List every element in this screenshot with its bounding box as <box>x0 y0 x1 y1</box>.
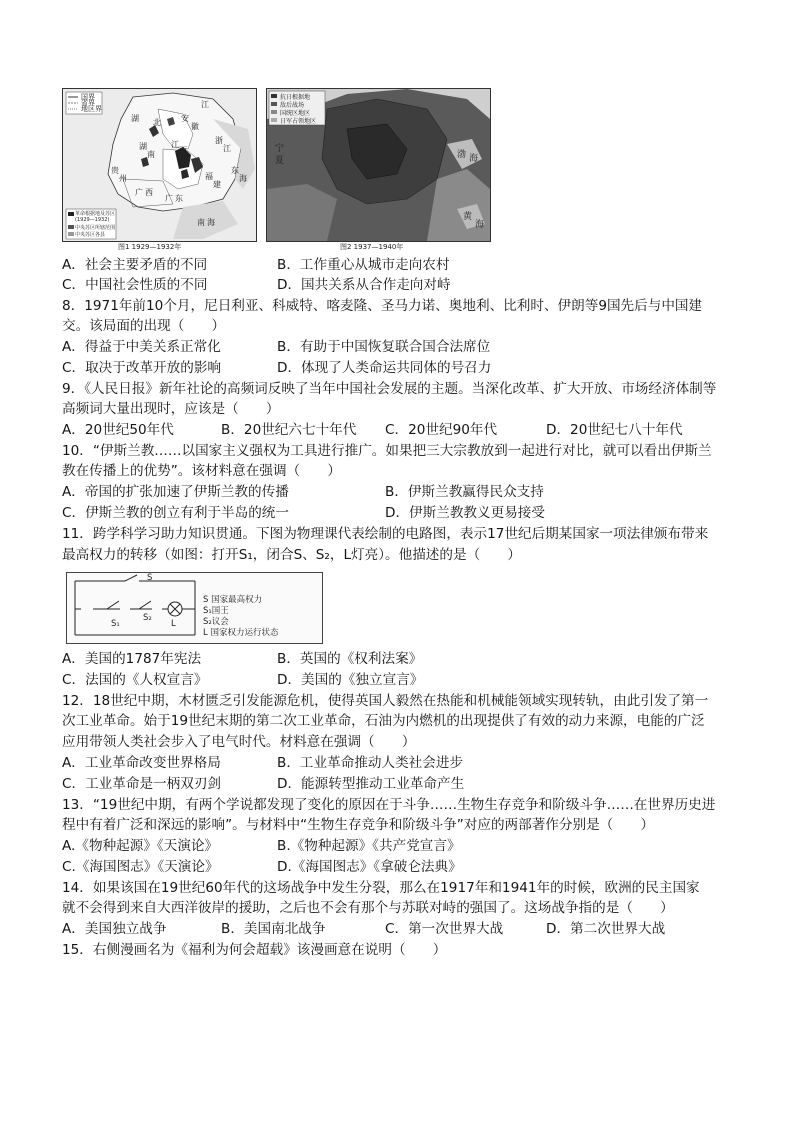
q9-option-a: A．20世纪50年代 <box>62 422 174 438</box>
map1-label: 徽 <box>191 122 199 131</box>
map1-label: 南 <box>197 218 205 227</box>
map-1929-1932 <box>62 88 257 242</box>
map2-legend-3: 日军占领地区 <box>280 118 317 125</box>
q13-option-b: B.《物种起源》《共产党宣言》 <box>277 838 461 854</box>
circuit-label-s: S <box>147 573 153 583</box>
q8-option-b: B．有助于中国恢复联合国合法席位 <box>277 339 491 355</box>
q11-option-d: D．美国的《独立宣言》 <box>277 672 424 688</box>
map2-label: 夏 <box>275 156 285 166</box>
q9-option-c: C．20世纪90年代 <box>385 422 498 438</box>
map2-legend-0: 抗日根据地 <box>280 94 311 101</box>
q8-stem: 8．1971年前10个月，尼日利亚、科威特、喀麦隆、圣马力诺、奥地利、比利时、伊朗等9国先后与中国建 <box>62 298 703 314</box>
map1-label: 南 <box>147 150 155 159</box>
q11-option-b: B．英国的《权利法案》 <box>277 651 423 667</box>
map1-label: 贵 <box>111 166 119 175</box>
map1-label: 北 <box>153 118 161 127</box>
map1-legend-bottom-3: 中央苏区各县 <box>75 232 106 238</box>
map1-legend-1: 省界 <box>81 99 95 107</box>
map1-label: 州 <box>119 174 127 183</box>
q10-option-b: B．伊斯兰教赢得民众支持 <box>385 484 544 500</box>
circuit-legend-0: S 国家最高权力 <box>203 595 263 605</box>
map1-legend-bottom-0: 革命根据地及苏区 <box>75 211 116 217</box>
map1-label: 江 <box>171 140 179 149</box>
circuit-label-s2: S₂ <box>143 613 152 623</box>
q14-option-c: C．第一次世界大战 <box>385 921 504 937</box>
q14-stem: 14．如果该国在19世纪60年代的这场战争中发生分裂，那么在1917年和1941年的时候，欧洲的民主国家 <box>62 880 700 896</box>
map1-label: 江 <box>201 100 209 109</box>
map1-label: 浙 <box>215 136 223 145</box>
q12-stem: 次工业革命。始于19世纪末期的第二次工业革命，石油为内燃机的出现提供了有效的动力来源，电能的广泛 <box>62 713 705 729</box>
map2-label: 渤 <box>457 150 467 160</box>
q13-option-c: C.《海国图志》《天演论》 <box>62 859 219 875</box>
circuit-label-l: L <box>171 619 176 629</box>
q9-stem: 高频词大量出现时，应该是（ ） <box>62 401 280 417</box>
map1-label: 湖 <box>139 142 147 151</box>
map-1937-1940 <box>266 88 491 242</box>
map1-label: 东 <box>175 194 183 203</box>
q12-option-a: A．工业革命改变世界格局 <box>62 755 221 771</box>
q14-option-d: D．第二次世界大战 <box>546 921 666 937</box>
q10-option-c: C．伊斯兰教的创立有利于半岛的统一 <box>62 505 289 521</box>
q13-option-a: A.《物种起源》《天演论》 <box>62 838 219 854</box>
map1-label: 安 <box>181 114 189 123</box>
q13-stem: 程中有着广泛和深远的影响”。与材料中“生物生存竞争和阶级斗争”对应的两部著作分别是（ ） <box>62 817 655 833</box>
q7-option-c: C．中国社会性质的不同 <box>62 277 208 293</box>
q11-stem: 最高权力的转移（如图：打开S₁，闭合S、S₂，L灯亮）。他描述的是（ ） <box>62 547 521 563</box>
map1-label: 福 <box>205 172 213 181</box>
map2-caption: 图2 1937—1940年 <box>340 243 404 251</box>
map1-label: 湖 <box>131 114 139 123</box>
map2-legend-1: 敌后战场 <box>280 102 305 109</box>
q10-option-d: D．伊斯兰教教义更易接受 <box>385 505 545 521</box>
q9-stem: 9．《人民日报》新年社论的高频词反映了当年中国社会发展的主题。当深化改革、扩大开放、市场经济体制等 <box>62 381 717 397</box>
circuit-legend-1: S₁国王 <box>203 606 229 616</box>
q10-stem: 教在传播上的优势”。该材料意在强调（ ） <box>62 463 341 479</box>
q12-stem: 12．18世纪中期，木材匮乏引发能源危机，使得英国人毅然在热能和机械能领域实现转轨，由此引发了第一 <box>62 693 709 709</box>
q7-option-a: A．社会主要矛盾的不同 <box>62 257 208 273</box>
circuit-label-s1: S₁ <box>111 619 120 629</box>
map1-label: 东 <box>231 166 239 175</box>
map1-label: 广 <box>135 188 143 197</box>
q13-option-d: D.《海国图志》《拿破仑法典》 <box>277 859 462 875</box>
q8-stem: 交。该局面的出现（ ） <box>62 318 226 334</box>
map2-label: 黄 <box>463 212 473 222</box>
map1-label: 海 <box>207 218 215 227</box>
map1-label: 海 <box>239 174 247 183</box>
q11-stem: 11．跨学科学习助力知识贯通。下图为物理课代表绘制的电路图，表示17世纪后期某国家一项法律颁布带来 <box>62 526 709 542</box>
map2-label: 海 <box>469 154 479 164</box>
map2-legend-2: 国统区地区 <box>280 110 311 117</box>
q8-option-d: D．体现了人类命运共同体的号召力 <box>277 360 492 376</box>
circuit-diagram <box>66 572 323 644</box>
q9-option-d: D．20世纪七八十年代 <box>546 422 683 438</box>
map1-legend-bottom-1: (1929—1932) <box>75 217 110 223</box>
q14-option-a: A．美国独立战争 <box>62 921 167 937</box>
map1-label: 江 <box>223 144 231 153</box>
q9-option-b: B．20世纪六七十年代 <box>221 422 357 438</box>
circuit-legend-2: S₂议会 <box>203 617 229 627</box>
q15-stem: 15．右侧漫画名为《福利为何会超载》该漫画意在说明（ ） <box>62 942 447 958</box>
map1-legend-bottom-2: 中央苏区所辖范围 <box>75 225 116 231</box>
map1-legend-0: 国界 <box>81 93 95 101</box>
q12-option-c: C．工业革命是一柄双刃剑 <box>62 776 222 792</box>
q14-option-b: B．美国南北战争 <box>221 921 326 937</box>
q8-option-c: C．取决于改革开放的影响 <box>62 360 222 376</box>
circuit-drawing <box>67 573 322 643</box>
map1-legend-2: 地区界 <box>81 105 102 113</box>
q10-option-a: A．帝国的扩张加速了伊斯兰教的传播 <box>62 484 289 500</box>
q10-stem: 10．“伊斯兰教……以国家主义强权为工具进行推广。如果把三大宗教放到一起进行对比，就可以看出伊斯兰 <box>62 443 712 459</box>
q14-stem: 就不会得到来自大西洋彼岸的援助，之后也不会有那个与苏联对峙的强国了。这场战争指的是（ ） <box>62 900 674 916</box>
map1-label: 建 <box>213 180 221 189</box>
q11-option-c: C．法国的《人权宣言》 <box>62 672 208 688</box>
map1-label: 西 <box>179 146 187 155</box>
map1-label: 广 <box>165 194 173 203</box>
map1-caption: 图1 1929—1932年 <box>118 243 182 251</box>
q12-option-d: D．能源转型推动工业革命产生 <box>277 776 465 792</box>
map1-label: 西 <box>145 188 153 197</box>
q7-option-d: D．国共关系从合作走向对峙 <box>277 277 451 293</box>
q7-option-b: B．工作重心从城市走向农村 <box>277 257 450 273</box>
q12-stem: 应用带领人类社会步入了电气时代。材料意在强调（ ） <box>62 734 416 750</box>
q12-option-b: B．工业革命推动人类社会进步 <box>277 755 464 771</box>
q11-option-a: A．美国的1787年宪法 <box>62 651 202 667</box>
q13-stem: 13．“19世纪中期，有两个学说都发现了变化的原因在于斗争……生物生存竞争和阶级斗争……在世界历史进 <box>62 797 716 813</box>
map2-label: 宁 <box>275 144 285 154</box>
circuit-legend-3: L 国家权力运行状态 <box>203 628 279 638</box>
q8-option-a: A．得益于中美关系正常化 <box>62 339 221 355</box>
map2-label: 海 <box>475 220 485 230</box>
